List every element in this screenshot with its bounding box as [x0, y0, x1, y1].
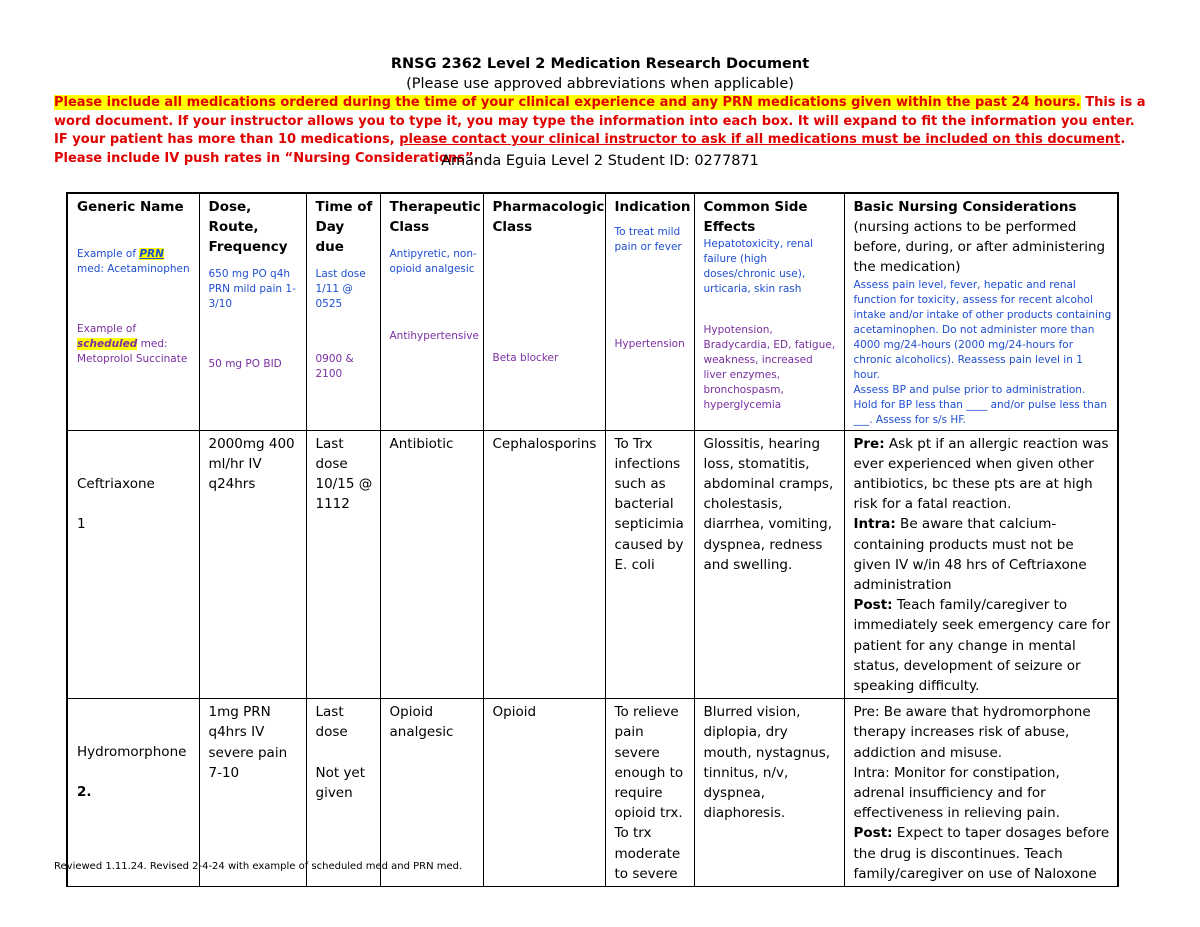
pre-text: Ask pt if an allergic reaction was ever experienced when given other antibiotics, bc these pts are at high risk for a fatal reaction.	[853, 435, 1109, 513]
header-therapeutic: Therapeutic Class	[389, 199, 481, 235]
example-scheduled-time: 0900 & 2100	[315, 353, 354, 380]
time-status: Not yet given	[315, 764, 366, 801]
student-line: Amanda Eguia Level 2 Student ID: 0277871	[441, 153, 759, 169]
cell-indication: To relieve pain severe enough to require opioid trx. To trx moderate to severe	[605, 699, 694, 887]
post-label: Post:	[853, 825, 893, 842]
time-last-dose: Last dose	[315, 704, 348, 741]
post-text: Teach family/caregiver to immediately seek emergency care for patient for any change in mental status, development of seizure or speaking difficulty.	[853, 597, 1111, 695]
instructions-end: . Please include IV push rates in “Nursing Considerations”.	[54, 132, 1126, 166]
table-row	[67, 699, 1118, 887]
medication-table	[66, 192, 1119, 887]
med-number: 2.	[77, 784, 92, 801]
example-scheduled-therapeutic: Antihypertensive	[389, 330, 479, 342]
post-text: Expect to taper dosages before the drug is discontinues. Teach family/caregiver on use of Naloxone	[853, 825, 1110, 882]
cell-generic	[67, 699, 199, 887]
document-subtitle: (Please use approved abbreviations when applicable)	[406, 76, 794, 92]
cell-indication: To Trx infections such as bacterial septicimia caused by E. coli	[605, 430, 694, 699]
example-scheduled-nursing: Assess BP and pulse prior to administration. Hold for BP less than ____ and/or pulse less than ___. Assess for s/s HF.	[853, 383, 1107, 426]
example-scheduled-indication: Hypertension	[614, 338, 685, 350]
header-dose: Dose, Route, Frequency	[208, 199, 288, 255]
cell-time	[306, 699, 380, 887]
cell-time: Last dose 10/15 @ 1112	[306, 430, 380, 699]
med-generic-name: Hydromorphone	[77, 744, 187, 761]
col-time	[306, 193, 380, 430]
example-scheduled-suffix: med: Metoprolol Succinate	[77, 338, 188, 365]
document-title: RNSG 2362 Level 2 Medication Research Document	[390, 56, 810, 72]
col-side-effects	[694, 193, 844, 430]
cell-generic	[67, 430, 199, 699]
med-generic-name: Ceftriaxone	[77, 475, 155, 492]
nursing-post	[854, 823, 1113, 884]
pre-label: Pre:	[853, 435, 885, 452]
col-pharmacologic	[483, 193, 605, 430]
example-prn-indication: To treat mild pain or fever	[614, 226, 682, 253]
nursing-pre: Pre: Be aware that hydromorphone therapy increases risk of abuse, addiction and misuse.	[853, 704, 1091, 761]
cell-side-effects: Blurred vision, diplopia, dry mouth, nystagnus, tinnitus, n/v, dyspnea, diaphoresis.	[694, 699, 844, 887]
cell-pharmacologic: Cephalosporins	[483, 430, 605, 699]
example-prn-generic	[77, 247, 194, 277]
med-number: 1	[77, 515, 86, 532]
example-scheduled-generic	[77, 322, 194, 367]
document-footer: Reviewed 1.11.24. Revised 2-4-24 with example of scheduled med and PRN med.	[54, 861, 463, 872]
intra-text: Be aware that calcium-containing products must not be given IV w/in 48 hrs of Ceftriaxone administration	[853, 516, 1087, 594]
instructions-underlined: please contact your clinical instructor to ask if all medications must be included on this document	[399, 132, 1121, 147]
header-indication: Indication	[614, 199, 691, 215]
cell-pharmacologic: Opioid	[483, 699, 605, 887]
header-nursing-subtitle: (nursing actions to be performed before, during, or after administering the medication)	[853, 219, 1106, 276]
post-label: Post:	[853, 597, 893, 614]
cell-therapeutic: Opioid analgesic	[380, 699, 483, 887]
header-generic: Generic Name	[77, 199, 184, 215]
cell-dose: 2000mg 400 ml/hr IV q24hrs	[199, 430, 306, 699]
example-prn-dose: 650 mg PO q4h PRN mild pain 1-3/10	[208, 268, 296, 310]
example-prn-suffix: med: Acetaminophen	[77, 263, 190, 275]
nursing-post	[854, 595, 1113, 696]
table-row	[67, 430, 1118, 699]
example-prn-therapeutic: Antipyretic, non-opioid analgesic	[389, 248, 477, 275]
cell-nursing	[844, 430, 1118, 699]
col-dose	[199, 193, 306, 430]
cell-nursing	[844, 699, 1118, 887]
example-scheduled-dose: 50 mg PO BID	[208, 358, 282, 370]
col-therapeutic	[380, 193, 483, 430]
nursing-intra	[854, 514, 1113, 595]
header-side-effects: Common Side Effects	[703, 199, 808, 235]
header-pharmacologic: Pharmacologic Class	[492, 199, 605, 235]
cell-therapeutic: Antibiotic	[380, 430, 483, 699]
col-generic	[67, 193, 199, 430]
header-row	[67, 193, 1118, 430]
col-nursing	[844, 193, 1118, 430]
example-prn-side-effects: Hepatotoxicity, renal failure (high doses/chronic use), urticaria, skin rash	[703, 238, 814, 295]
cell-dose: 1mg PRN q4hrs IV severe pain 7-10	[199, 699, 306, 887]
example-prn-nursing: Assess pain level, fever, hepatic and renal function for toxicity, assess for recent alcohol intake and/or intake of other products containing acetaminophen. Do not administer more than 4000 mg/24-hours (2000 mg/24-hours for chronic alcoholics). Reassess pain level in 1 hour.	[853, 278, 1112, 381]
intra-label: Intra:	[853, 516, 896, 533]
header-time: Time of Day due	[315, 199, 373, 255]
nursing-pre	[854, 434, 1113, 515]
document-header	[54, 54, 1146, 94]
example-scheduled-prefix: Example of	[77, 323, 137, 335]
example-scheduled-side-effects: Hypotension, Bradycardia, ED, fatigue, weakness, increased liver enzymes, bronchospasm, hyperglycemia	[703, 324, 836, 411]
instructions-highlighted: Please include all medications ordered during the time of your clinical experience and any PRN medications given within the past 24 hours.	[54, 95, 1081, 110]
header-nursing-title: Basic Nursing Considerations	[853, 199, 1077, 215]
example-prn-time: Last dose 1/11 @ 0525	[315, 268, 366, 310]
instructions-text: This is a word document. If your instructor allows you to type it, you may type the information into each box. It will expand to fit the information you enter. IF your patient has more than 10 medications,	[54, 95, 1146, 147]
nursing-intra: Intra: Monitor for constipation, adrenal insufficiency and for effectiveness in relieving pain.	[853, 764, 1060, 822]
example-scheduled-highlight: scheduled	[77, 338, 138, 350]
example-prn-prefix: Example of	[77, 248, 140, 260]
cell-side-effects: Glossitis, hearing loss, stomatitis, abdominal cramps, cholestasis, diarrhea, vomiting, dyspnea, redness and swelling.	[694, 430, 844, 699]
example-prn-highlight: PRN	[139, 248, 164, 260]
col-indication	[605, 193, 694, 430]
example-scheduled-pharmacologic: Beta blocker	[492, 352, 559, 364]
